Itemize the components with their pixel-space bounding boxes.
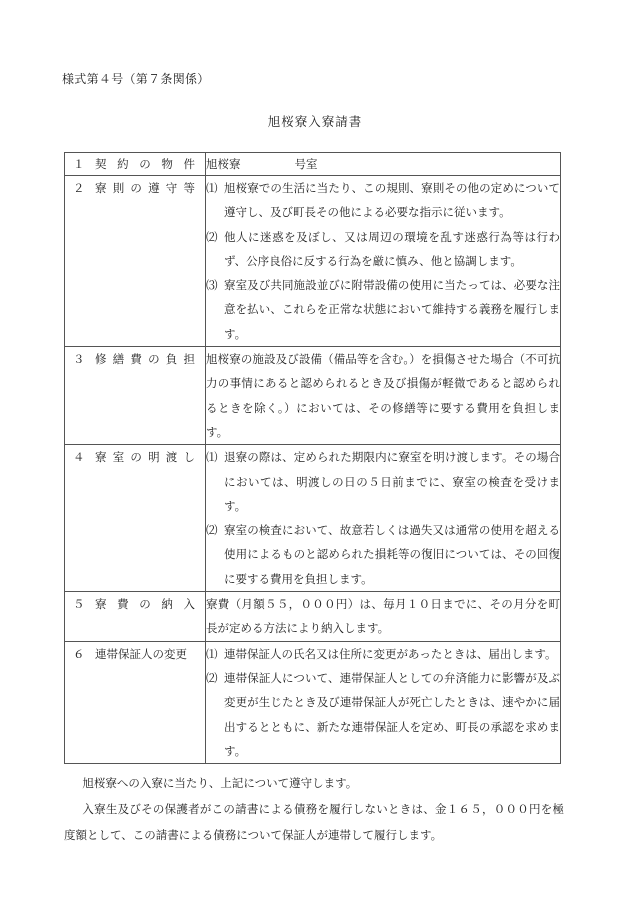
item-number: ⑴	[206, 450, 218, 465]
item-text: 寮室の検査において、故意若しくは過失又は通常の使用を超える使用によるものと認められた損耗等の復旧については、その回復に要する費用を負担します。	[224, 523, 560, 586]
item-number: ⑵	[206, 670, 218, 685]
label-char: 費	[130, 352, 142, 367]
row-label: 連帯保証人の変更	[95, 646, 187, 661]
row-number: ４	[73, 450, 85, 465]
list-item	[206, 642, 560, 666]
label-char: 物	[161, 157, 173, 171]
list-item	[206, 273, 560, 346]
item-text: 連帯保証人について、連帯保証人としての弁済能力に影響が及ぶ変更が生じたとき及び連帯保証人が死亡したときは、速やかに届出するとともに、新たな連帯保証人を定め、町長の承認を求めます。	[224, 670, 560, 758]
list-item	[206, 518, 560, 591]
closing-paragraph: 旭桜寮への入寮に当たり、上記について遵守します。	[82, 776, 358, 790]
item-text: 退寮の際は、定められた期限内に寮室を明け渡します。その場合においては、明渡しの日の５日前までに、寮室の検査を受けます。	[224, 450, 560, 513]
form-number: 様式第４号（第７条関係）	[62, 72, 210, 86]
row-number: １	[73, 157, 85, 171]
row-label	[95, 445, 205, 469]
row-content-cell	[206, 176, 561, 347]
document-title: 旭桜寮入寮請書	[267, 114, 363, 129]
label-char: 守	[165, 181, 178, 195]
row-label-cell	[65, 153, 206, 176]
label-char: の	[139, 157, 151, 171]
item-number: ⑵	[206, 523, 218, 538]
table-row	[65, 153, 561, 176]
row-label-cell	[65, 592, 206, 642]
label-char: 修	[95, 352, 107, 367]
row-label-cell	[65, 176, 206, 347]
label-char: 等	[183, 181, 195, 195]
item-number: ⑵	[206, 229, 218, 244]
row-label	[95, 176, 205, 200]
room-number-suffix: 号室	[294, 157, 318, 171]
list-item	[206, 176, 560, 225]
label-char: 負	[165, 352, 178, 367]
table-row	[65, 347, 561, 445]
label-char: の	[130, 181, 142, 195]
label-char: 明	[148, 450, 160, 465]
row-content-cell	[206, 153, 561, 176]
row-content-cell	[206, 347, 561, 445]
label-char: 渡	[165, 450, 178, 465]
label-char: 寮	[95, 597, 107, 612]
row-label	[95, 592, 205, 616]
row-content-cell	[206, 592, 561, 642]
label-char: 室	[112, 450, 125, 465]
dorm-fee-text: 寮費（月額５５，０００円）は、毎月１０日までに、その月分を町長が定める方法により納入します。	[206, 597, 560, 636]
closing-statement	[64, 770, 564, 848]
row-content-cell	[206, 641, 561, 763]
item-text: 連帯保証人の氏名又は住所に変更があったときは、届出します。	[224, 646, 557, 661]
label-char: 則	[112, 181, 125, 195]
item-text: 他人に迷惑を及ぼし、又は周辺の環境を乱す迷惑行為等は行わず、公序良俗に反する行為を厳に慎み、他と協調します。	[224, 229, 560, 268]
item-number: ⑴	[206, 646, 218, 661]
label-char: 担	[183, 352, 195, 367]
label-char: 約	[117, 157, 129, 171]
label-char: 入	[183, 597, 195, 612]
row-label-cell	[65, 641, 206, 763]
list-item	[206, 225, 560, 274]
label-char: の	[130, 450, 142, 465]
label-char: の	[139, 597, 151, 612]
list-item	[206, 445, 560, 518]
item-text: 旭桜寮での生活に当たり、この規則、寮則その他の定めについて遵守し、及び町長その他による必要な指示に従います。	[224, 181, 560, 220]
label-char: の	[148, 352, 160, 367]
row-label-cell	[65, 347, 206, 445]
row-label	[95, 347, 205, 371]
label-char: 納	[161, 597, 173, 612]
terms-table	[64, 152, 561, 764]
row-label-cell	[65, 445, 206, 592]
table-row	[65, 592, 561, 642]
closing-paragraph: 入寮生及びその保護者がこの請書による債務を履行しないときは、金１６５，０００円を極度額として、この請書による債務について保証人が連帯して履行します。	[64, 802, 564, 842]
repair-cost-text: 旭桜寮の施設及び設備（備品等を含む。）を損傷させた場合（不可抗力の事情にあると認められるとき及び損傷が軽微であると認められるときを除く。）においては、その修繕等に要する費用を負担します。	[206, 352, 560, 439]
label-char: 件	[183, 157, 195, 171]
row-number: ２	[73, 181, 85, 195]
label-char: 契	[95, 157, 107, 171]
row-content-cell	[206, 445, 561, 592]
list-item	[206, 666, 560, 763]
item-number: ⑴	[206, 181, 218, 195]
label-char: 寮	[95, 450, 107, 465]
row-label	[95, 153, 205, 175]
row-number: ３	[73, 352, 85, 367]
item-number: ⑶	[206, 278, 218, 293]
label-char: 繕	[112, 352, 125, 367]
table-row	[65, 176, 561, 347]
row-number: ６	[73, 646, 85, 661]
item-text: 寮室及び共同施設並びに附帯設備の使用に当たっては、必要な注意を払い、これらを正常な状態において維持する義務を履行します。	[224, 278, 560, 341]
row-number: ５	[73, 597, 85, 612]
label-char: 寮	[95, 181, 107, 195]
label-char: 費	[117, 597, 129, 612]
label-char: 遵	[148, 181, 160, 195]
table-row	[65, 445, 561, 592]
table-row	[65, 641, 561, 763]
label-char: し	[183, 450, 195, 465]
dorm-name: 旭桜寮	[206, 157, 241, 171]
